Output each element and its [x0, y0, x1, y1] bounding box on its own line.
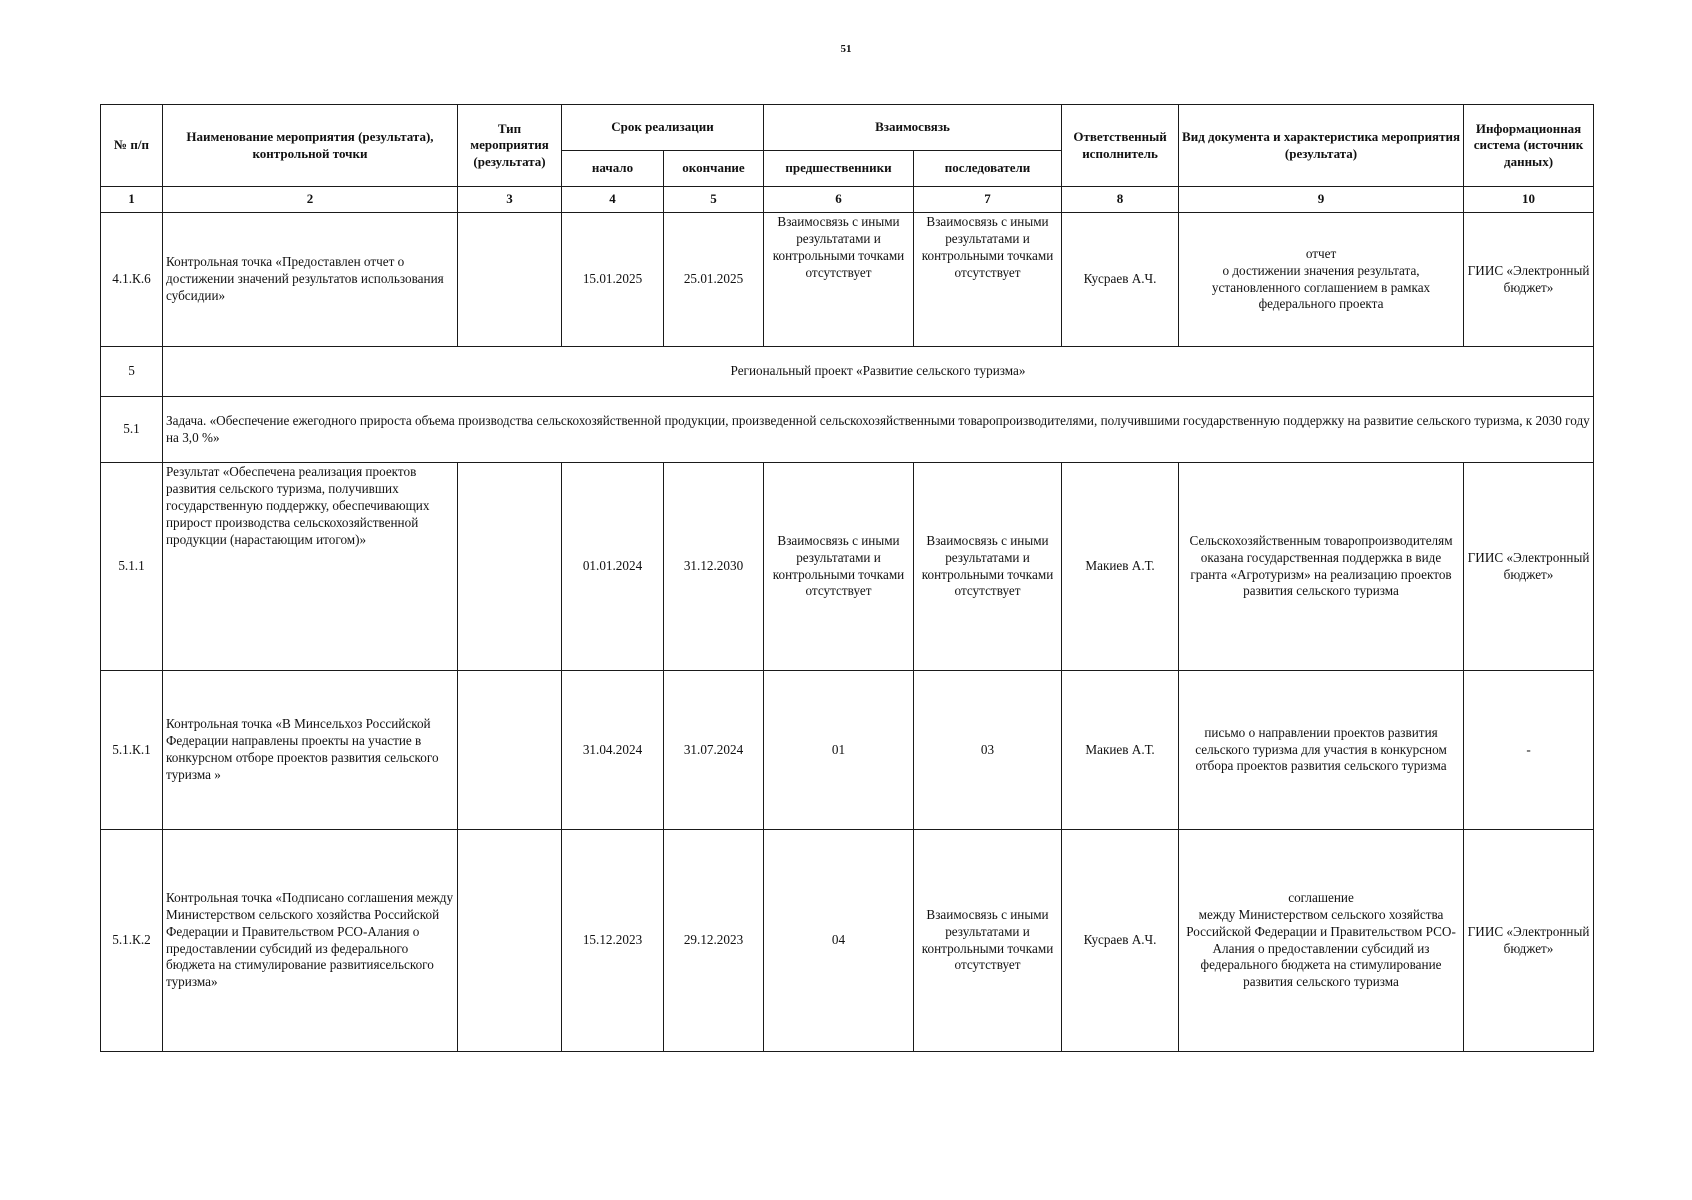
document-line: отбора проектов развития сельского туризма — [1195, 758, 1447, 774]
row-end: 25.01.2025 — [664, 213, 764, 347]
row-info-system: - — [1464, 671, 1594, 830]
table-row — [101, 463, 1594, 671]
row-start: 01.01.2024 — [562, 463, 664, 671]
document-line: соглашение — [1288, 889, 1354, 905]
row-successors: Взаимосвязь с иными результатами и контрольными точками отсутствует — [914, 830, 1062, 1052]
header-responsible: Ответственный исполнитель — [1062, 105, 1179, 187]
header-row-1 — [101, 105, 1594, 151]
header-relation: Взаимосвязь — [764, 105, 1062, 151]
row-name: Результат «Обеспечена реализация проектов развития сельского туризма, получивших государственную поддержку, обеспечивающих прирост производства сельскохозяйственной продукции (нарастающим итогом)» — [163, 463, 458, 671]
section-number: 5 — [101, 347, 163, 397]
section-title: Региональный проект «Развитие сельского туризма» — [163, 347, 1594, 397]
section-row — [101, 347, 1594, 397]
row-predecessors: Взаимосвязь с иными результатами и контрольными точками отсутствует — [764, 463, 914, 671]
page-number: 51 — [840, 43, 852, 55]
row-document — [1179, 830, 1464, 1052]
row-name: Контрольная точка «В Минсельхоз Российской Федерации направлены проекты на участие в конкурсном отборе проектов развития сельского туризма » — [163, 671, 458, 830]
row-info-system: ГИИС «Электронный бюджет» — [1464, 213, 1594, 347]
row-predecessors: 01 — [764, 671, 914, 830]
header-doc: Вид документа и характеристика мероприятия (результата) — [1179, 105, 1464, 187]
row-name: Контрольная точка «Предоставлен отчет о достижении значений результатов использования субсидии» — [163, 213, 458, 347]
column-number: 7 — [914, 187, 1062, 213]
column-number: 4 — [562, 187, 664, 213]
column-number: 8 — [1062, 187, 1179, 213]
table-row — [101, 830, 1594, 1052]
column-number: 9 — [1179, 187, 1464, 213]
row-document — [1179, 463, 1464, 671]
row-number: 5.1.1 — [101, 463, 163, 671]
row-responsible: Кусраев А.Ч. — [1062, 213, 1179, 347]
column-number-row — [101, 187, 1594, 213]
header-name: Наименование мероприятия (результата), контрольной точки — [163, 105, 458, 187]
row-end: 29.12.2023 — [664, 830, 764, 1052]
header-type: Тип мероприятия (результата) — [458, 105, 562, 187]
row-start: 15.01.2025 — [562, 213, 664, 347]
row-successors: 03 — [914, 671, 1062, 830]
row-type — [458, 463, 562, 671]
row-number: 5.1.К.2 — [101, 830, 163, 1052]
task-text: Задача. «Обеспечение ежегодного прироста объема производства сельскохозяйственной продукции, произведенной сельскохозяйственными товаропроизводителями, получившими государственную поддержку на развитие сельского туризма, к 2030 году на 3,0 %» — [163, 397, 1594, 463]
header-successors: последователи — [914, 151, 1062, 187]
header-start: начало — [562, 151, 664, 187]
row-type — [458, 213, 562, 347]
header-info: Информационная система (источник данных) — [1464, 105, 1594, 187]
row-responsible: Кусраев А.Ч. — [1062, 830, 1179, 1052]
document-line: письмо о направлении проектов развития сельского туризма для участия в конкурсном — [1195, 724, 1447, 757]
row-name: Контрольная точка «Подписано соглашения между Министерством сельского хозяйства Российской Федерации и Правительством РСО-Алания о предоставлении субсидий из федерального бюджета на стимулирование развитиясельского туризма» — [163, 830, 458, 1052]
row-type — [458, 830, 562, 1052]
row-info-system: ГИИС «Электронный бюджет» — [1464, 463, 1594, 671]
row-end: 31.07.2024 — [664, 671, 764, 830]
document-line: между Министерством сельского хозяйства Российской Федерации и Правительством РСО-Алания о предоставлении субсидий из федерального бюджета на стимулирование — [1186, 906, 1456, 973]
row-responsible: Макиев А.Т. — [1062, 463, 1179, 671]
row-successors: Взаимосвязь с иными результатами и контрольными точками отсутствует — [914, 213, 1062, 347]
task-row — [101, 397, 1594, 463]
row-end: 31.12.2030 — [664, 463, 764, 671]
row-predecessors: Взаимосвязь с иными результатами и контрольными точками отсутствует — [764, 213, 914, 347]
row-number: 5.1.К.1 — [101, 671, 163, 830]
row-type — [458, 671, 562, 830]
document-line: Сельскохозяйственным товаропроизводителям оказана государственная поддержка в виде гранта «Агротуризм» на реализацию проектов развития сельского туризма — [1189, 532, 1453, 599]
header-period: Срок реализации — [562, 105, 764, 151]
row-start: 15.12.2023 — [562, 830, 664, 1052]
column-number: 10 — [1464, 187, 1594, 213]
column-number: 5 — [664, 187, 764, 213]
row-info-system: ГИИС «Электронный бюджет» — [1464, 830, 1594, 1052]
column-number: 2 — [163, 187, 458, 213]
row-successors: Взаимосвязь с иными результатами и контрольными точками отсутствует — [914, 463, 1062, 671]
row-document — [1179, 213, 1464, 347]
column-number: 6 — [764, 187, 914, 213]
header-num: № п/п — [101, 105, 163, 187]
row-number: 4.1.К.6 — [101, 213, 163, 347]
row-predecessors: 04 — [764, 830, 914, 1052]
row-responsible: Макиев А.Т. — [1062, 671, 1179, 830]
task-number: 5.1 — [101, 397, 163, 463]
header-predecessors: предшественники — [764, 151, 914, 187]
column-number: 1 — [101, 187, 163, 213]
row-document — [1179, 671, 1464, 830]
header-end: окончание — [664, 151, 764, 187]
row-start: 31.04.2024 — [562, 671, 664, 830]
document-line: о достижении значения результата, установленного соглашением в рамках федерального проекта — [1211, 262, 1431, 312]
document-line: отчет — [1305, 245, 1337, 261]
column-number: 3 — [458, 187, 562, 213]
table-row — [101, 213, 1594, 347]
table-row — [101, 671, 1594, 830]
document-line: развития сельского туризма — [1243, 974, 1399, 990]
activities-table — [100, 104, 1594, 1052]
